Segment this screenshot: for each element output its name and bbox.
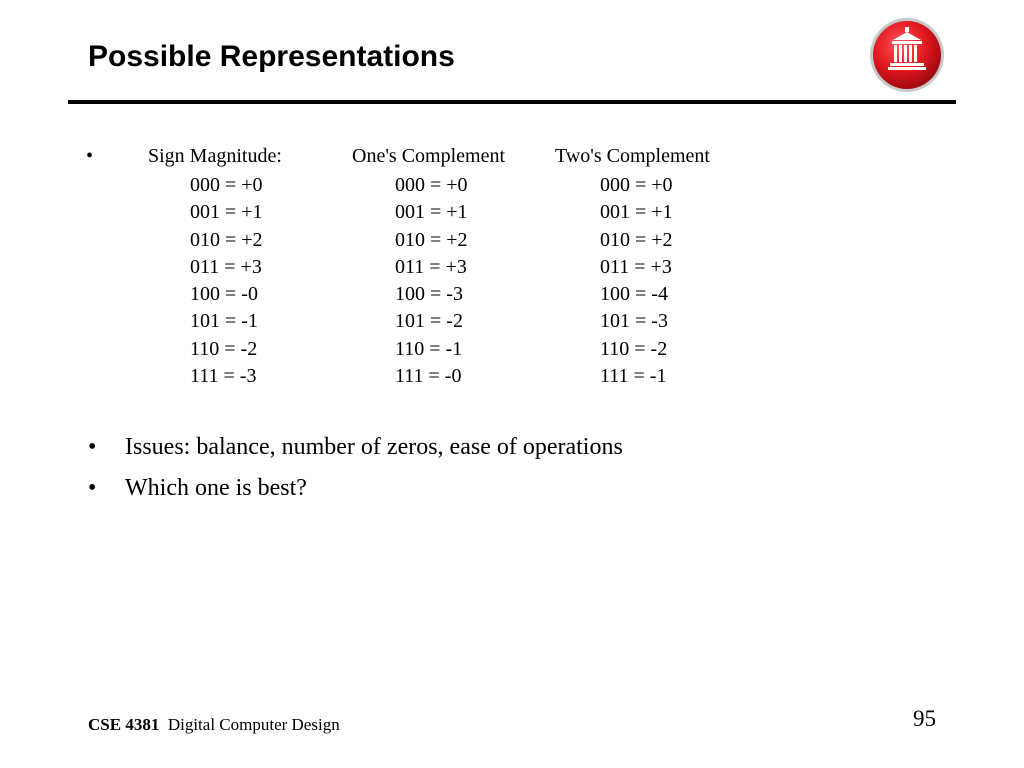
table-cell: 000 = +0	[395, 174, 468, 196]
table-cell: 001 = +1	[190, 201, 263, 224]
table-cell: 010 = +2	[600, 228, 673, 251]
table-cell: 011 = +3	[600, 255, 672, 278]
column-header-sign-magnitude: Sign Magnitude:	[148, 145, 282, 167]
table-bullet: •	[86, 145, 94, 167]
column-sign-magnitude	[190, 172, 263, 390]
column-header-twos-complement: Two's Complement	[555, 145, 710, 167]
table-cell: 101 = -2	[395, 310, 463, 333]
bullet-text: Which one is best?	[125, 475, 307, 501]
table-cell: 111 = -1	[600, 365, 667, 388]
table-cell: 111 = -3	[190, 365, 257, 388]
table-cell: 110 = -1	[395, 337, 463, 360]
university-building-icon	[868, 16, 946, 94]
table-cell: 010 = +2	[395, 228, 468, 251]
footer	[88, 715, 340, 735]
table-cell: 000 = +0	[190, 174, 263, 196]
bullet-text: Issues: balance, number of zeros, ease of operations	[125, 434, 623, 460]
table-cell: 101 = -3	[600, 310, 668, 333]
table-cell: 110 = -2	[190, 337, 258, 360]
bullet-dot: •	[88, 475, 97, 501]
table-cell: 111 = -0	[395, 365, 462, 388]
footer-course-code: CSE 4381	[88, 715, 160, 734]
slide-title: Possible Representations	[88, 40, 455, 73]
table-cell: 100 = -3	[395, 283, 463, 306]
bullet-dot: •	[88, 434, 97, 460]
table-cell: 110 = -2	[600, 337, 668, 360]
table-cell: 001 = +1	[600, 201, 673, 224]
table-cell: 011 = +3	[395, 255, 467, 278]
table-cell: 100 = -0	[190, 283, 258, 306]
table-cell: 000 = +0	[600, 174, 673, 196]
table-cell: 010 = +2	[190, 228, 263, 251]
footer-course-name: Digital Computer Design	[167, 715, 340, 734]
title-divider	[68, 100, 956, 104]
table-cell: 001 = +1	[395, 201, 468, 224]
column-twos-complement	[600, 172, 673, 390]
table-cell: 101 = -1	[190, 310, 258, 333]
page-number: 95	[913, 706, 936, 731]
column-ones-complement	[395, 172, 468, 390]
table-cell: 100 = -4	[600, 283, 668, 306]
table-cell: 011 = +3	[190, 255, 262, 278]
column-header-ones-complement: One's Complement	[352, 145, 506, 167]
